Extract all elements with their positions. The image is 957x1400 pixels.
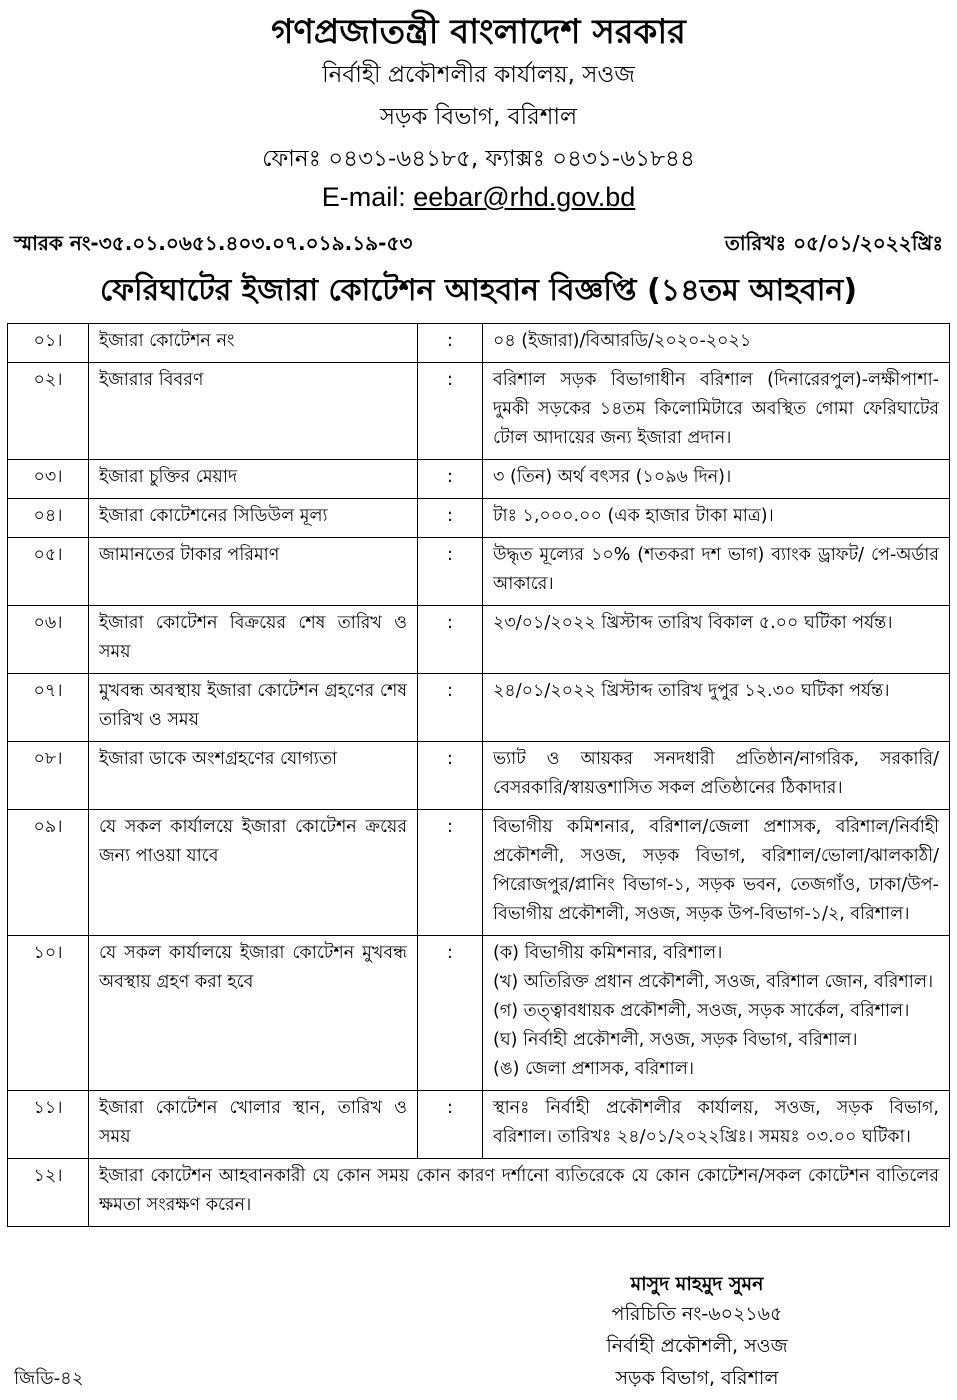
serial-cell: ০৮।: [8, 742, 89, 810]
office-name: নির্বাহী প্রকৌশলীর কার্যালয়, সওজ: [322, 62, 635, 88]
colon-cell: :: [418, 674, 483, 742]
detail-cell: ২৩/০১/২০২২ খ্রিস্টাব্দ তারিখ বিকাল ৫.০০ ঘটিকা পর্যন্ত।: [483, 606, 950, 674]
detail-cell: বিভাগীয় কমিশনার, বরিশাল/জেলা প্রশাসক, বরিশাল/নির্বাহী প্রকৌশলী, সওজ, সড়ক বিভাগ, বরিশাল/ভোলা/ঝালকাঠী/পিরোজপুর/প্লানিং বিভাগ-১, সড়ক ভবন, তেজগাঁও, ঢাকা/উপ-বিভাগীয় প্রকৌশলী, সওজ, সড়ক উপ-বিভাগ-১/২, বরিশাল।: [483, 810, 950, 936]
item-cell: যে সকল কার্যালয়ে ইজারা কোটেশন মুখবন্ধ অবস্থায় গ্রহণ করা হবে: [89, 936, 418, 1091]
memo-line: [14, 226, 943, 260]
item-cell: ইজারা চুক্তির মেয়াদ: [89, 460, 418, 499]
notice-title: ফেরিঘাটের ইজারা কোটেশন আহবান বিজ্ঞপ্তি (১৪তম আহবান): [99, 273, 858, 308]
serial-cell: ০৬।: [8, 606, 89, 674]
serial-cell: ০৯।: [8, 810, 89, 936]
serial-cell: ১২।: [8, 1159, 89, 1227]
colon-cell: :: [418, 538, 483, 606]
memo-reference: স্মারক নং-৩৫.০১.০৬৫১.৪০৩.০৭.০১৯.১৯-৫৩: [14, 231, 413, 255]
government-heading: গণপ্রজাতন্ত্রী বাংলাদেশ সরকার: [271, 12, 686, 52]
item-cell: মুখবন্ধ অবস্থায় ইজারা কোটেশন গ্রহণের শেষ তারিখ ও সময়: [89, 674, 418, 742]
detail-cell: [483, 936, 950, 1091]
serial-cell: ১১।: [8, 1091, 89, 1159]
table-row: [8, 810, 950, 936]
memo-date: তারিখঃ ০৫/০১/২০২২খ্রিঃ: [724, 231, 943, 255]
colon-cell: :: [418, 936, 483, 1091]
detail-cell: উদ্ধৃত মূল্যের ১০% (শতকরা দশ ভাগ) ব্যাংক ড্রাফট/ পে-অর্ডার আকারে।: [483, 538, 950, 606]
serial-cell: ০৩।: [8, 460, 89, 499]
table-row: [8, 1159, 950, 1227]
office-list-item: (গ) তত্ত্বাবধায়ক প্রকৌশলী, সওজ, সড়ক সার্কেল, বরিশাল।: [493, 1001, 910, 1021]
item-cell: ইজারা কোটেশন নং: [89, 324, 418, 363]
detail-cell: বরিশাল সড়ক বিভাগাধীন বরিশাল (দিনারেরপুল)-লক্ষীপাশা-দুমকী সড়কের ১৪তম কিলোমিটারে অবস্থিত গোমা ফেরিঘাটের টোল আদায়ের জন্য ইজারা প্রদান।: [483, 363, 950, 460]
detail-cell: টাঃ ১,০০০.০০ (এক হাজার টাকা মাত্র)।: [483, 499, 950, 538]
signatory-designation: নির্বাহী প্রকৌশলী, সওজ: [606, 1335, 788, 1357]
detail-cell: ২৪/০১/২০২২ খ্রিস্টাব্দ তারিখ দুপুর ১২.৩০ ঘটিকা পর্যন্ত।: [483, 674, 950, 742]
serial-cell: ০৪।: [8, 499, 89, 538]
colon-cell: :: [418, 499, 483, 538]
detail-cell: ০৪ (ইজারা)/বিআরডি/২০২০-২০২১: [483, 324, 950, 363]
colon-cell: :: [418, 606, 483, 674]
detail-cell: স্থানঃ নির্বাহী প্রকৌশলীর কার্যালয়, সওজ, সড়ক বিভাগ, বরিশাল। তারিখঃ ২৪/০১/২০২২খ্রিঃ। সময়ঃ ০৩.০০ ঘটিকা।: [483, 1091, 950, 1159]
table-row: [8, 674, 950, 742]
office-list-item: (খ) অতিরিক্ত প্রধান প্রকৌশলী, সওজ, বরিশাল জোন, বরিশাল।: [493, 972, 934, 992]
gd-number: জিডি-৪২: [14, 1368, 84, 1389]
colon-cell: :: [418, 460, 483, 499]
serial-cell: ০৫।: [8, 538, 89, 606]
email-label: E-mail:: [321, 182, 414, 212]
serial-cell: ১০।: [8, 936, 89, 1091]
office-list-item: (ঘ) নির্বাহী প্রকৌশলী, সওজ, সড়ক বিভাগ, বরিশাল।: [493, 1030, 858, 1050]
signatory-id: পরিচিতি নং-৬০২১৬৫: [611, 1303, 783, 1325]
item-cell: যে সকল কার্যালয়ে ইজারা কোটেশন ক্রয়ের জন্য পাওয়া যাবে: [89, 810, 418, 936]
colon-cell: :: [418, 1091, 483, 1159]
item-cell: ইজারা ডাকে অংশগ্রহণের যোগ্যতা: [89, 742, 418, 810]
notice-table: [7, 323, 950, 1227]
signatory-division: সড়ক বিভাগ, বরিশাল: [615, 1367, 779, 1389]
office-list-item: (ঙ) জেলা প্রশাসক, বরিশাল।: [493, 1059, 695, 1079]
item-cell: ইজারা কোটেশনের সিডিউল মূল্য: [89, 499, 418, 538]
signatory-name: মাসুদ মাহমুদ সুমন: [630, 1273, 764, 1295]
table-row: [8, 606, 950, 674]
serial-cell: ০২।: [8, 363, 89, 460]
email-link[interactable]: eebar@rhd.gov.bd: [413, 182, 636, 212]
table-row: [8, 363, 950, 460]
table-row: [8, 1091, 950, 1159]
serial-cell: ০১।: [8, 324, 89, 363]
table-row: [8, 324, 950, 363]
colon-cell: :: [418, 810, 483, 936]
table-row: [8, 936, 950, 1091]
detail-cell: ভ্যাট ও আয়কর সনদধারী প্রতিষ্ঠান/নাগরিক, সরকারি/ বেসরকারি/স্বায়ত্তশাসিত সকল প্রতিষ্ঠানের ঠিকাদার।: [483, 742, 950, 810]
office-list-item: (ক) বিভাগীয় কমিশনার, বরিশাল।: [493, 943, 723, 963]
email-line: [0, 178, 957, 216]
table-row: [8, 538, 950, 606]
contact-line: ফোনঃ ০৪৩১-৬৪১৮৫, ফ্যাক্সঃ ০৪৩১-৬১৮৪৪: [262, 146, 695, 172]
table-row: [8, 499, 950, 538]
item-cell: ইজারা কোটেশন খোলার স্থান, তারিখ ও সময়: [89, 1091, 418, 1159]
colon-cell: :: [418, 324, 483, 363]
item-cell: ইজারা কোটেশন বিক্রয়ের শেষ তারিখ ও সময়: [89, 606, 418, 674]
item-cell: জামানতের টাকার পরিমাণ: [89, 538, 418, 606]
detail-cell: ৩ (তিন) অর্থ বৎসর (১০৯৬ দিন)।: [483, 460, 950, 499]
colon-cell: :: [418, 742, 483, 810]
item-cell: ইজারার বিবরণ: [89, 363, 418, 460]
serial-cell: ০৭।: [8, 674, 89, 742]
table-row: [8, 742, 950, 810]
colon-cell: :: [418, 363, 483, 460]
table-row: [8, 460, 950, 499]
full-width-cell: ইজারা কোটেশন আহবানকারী যে কোন সময় কোন কারণ দর্শানো ব্যতিরেকে যে কোন কোটেশন/সকল কোটেশন বাতিলের ক্ষমতা সংরক্ষণ করেন।: [89, 1159, 950, 1227]
division-name: সড়ক বিভাগ, বরিশাল: [379, 104, 578, 130]
